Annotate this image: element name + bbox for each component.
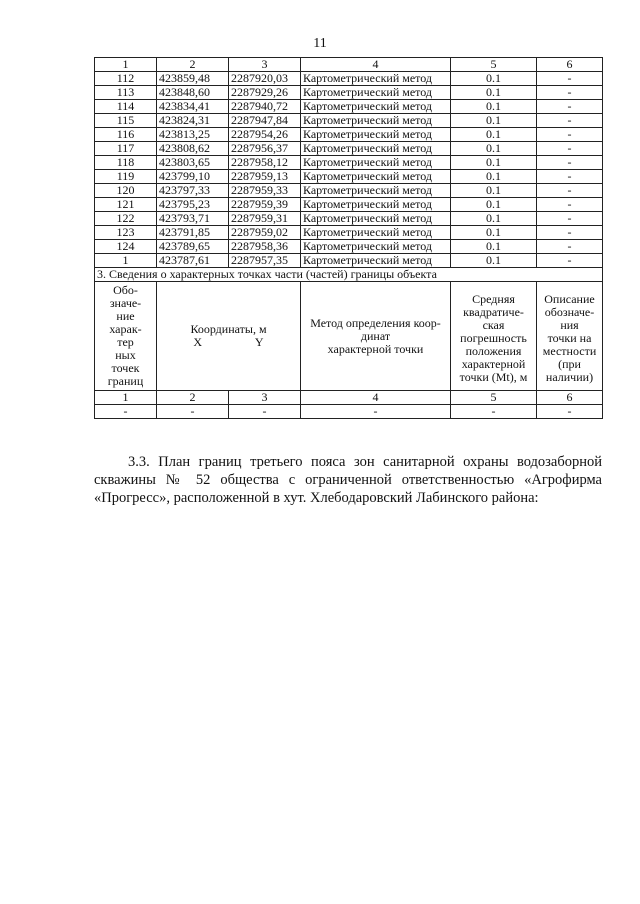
- col-number: 6: [537, 391, 603, 405]
- cell-y: 2287956,37: [229, 142, 301, 156]
- section-3-header-row: [95, 282, 603, 391]
- cell-method: Картометрический метод: [301, 226, 451, 240]
- col-header: 3: [229, 58, 301, 72]
- cell-desc: -: [537, 226, 603, 240]
- cell-desc: -: [537, 184, 603, 198]
- section-3-3-paragraph: [94, 453, 602, 507]
- empty-cell: -: [95, 405, 157, 419]
- cell-y: 2287920,03: [229, 72, 301, 86]
- cell-mt: 0.1: [451, 72, 537, 86]
- cell-method: Картометрический метод: [301, 72, 451, 86]
- col-number: 2: [157, 391, 229, 405]
- cell-desc: -: [537, 142, 603, 156]
- section-3-3-text: 3.3. План границ третьего пояса зон санитарной охраны водозаборной скважины № 52 общества с ограниченной ответственностью «Агрофирма «Прогресс», расположенной в хут. Хлебодаровский Лабинского района:: [94, 454, 602, 506]
- table-row: [95, 128, 603, 142]
- header-designation: [95, 282, 157, 391]
- section-3-title: 3. Сведения о характерных точках части (частей) границы объекта: [95, 268, 603, 282]
- col-header: 6: [537, 58, 603, 72]
- col-number: 1: [95, 391, 157, 405]
- cell-y: 2287947,84: [229, 114, 301, 128]
- table-row: [95, 254, 603, 268]
- cell-n: 123: [95, 226, 157, 240]
- empty-cell: -: [157, 405, 229, 419]
- table-row: [95, 114, 603, 128]
- section-3-colnum-row: [95, 391, 603, 405]
- table-row: [95, 72, 603, 86]
- cell-x: 423808,62: [157, 142, 229, 156]
- table-row: [95, 142, 603, 156]
- header-description-text: Описание обозначе- ния точки на местности (при наличии): [542, 291, 597, 384]
- cell-y: 2287959,02: [229, 226, 301, 240]
- cell-y: 2287958,36: [229, 240, 301, 254]
- cell-desc: -: [537, 156, 603, 170]
- cell-desc: -: [537, 254, 603, 268]
- cell-mt: 0.1: [451, 240, 537, 254]
- cell-y: 2287959,39: [229, 198, 301, 212]
- cell-x: 423824,31: [157, 114, 229, 128]
- cell-mt: 0.1: [451, 86, 537, 100]
- cell-n: 112: [95, 72, 157, 86]
- cell-method: Картометрический метод: [301, 114, 451, 128]
- cell-method: Картометрический метод: [301, 240, 451, 254]
- cell-x: 423813,25: [157, 128, 229, 142]
- cell-mt: 0.1: [451, 100, 537, 114]
- cell-y: 2287959,13: [229, 170, 301, 184]
- header-y: Y: [254, 335, 264, 349]
- header-method-text: Метод определения коор- динат характерной точки: [310, 315, 441, 356]
- header-coordinates: [157, 282, 301, 391]
- cell-mt: 0.1: [451, 128, 537, 142]
- cell-method: Картометрический метод: [301, 212, 451, 226]
- cell-x: 423848,60: [157, 86, 229, 100]
- cell-mt: 0.1: [451, 170, 537, 184]
- col-header: 2: [157, 58, 229, 72]
- cell-mt: 0.1: [451, 156, 537, 170]
- cell-method: Картометрический метод: [301, 100, 451, 114]
- cell-x: 423787,61: [157, 254, 229, 268]
- cell-n: 120: [95, 184, 157, 198]
- cell-desc: -: [537, 100, 603, 114]
- table-row: [95, 156, 603, 170]
- cell-x: 423789,65: [157, 240, 229, 254]
- table-row: [95, 212, 603, 226]
- cell-n: 117: [95, 142, 157, 156]
- cell-n: 124: [95, 240, 157, 254]
- cell-mt: 0.1: [451, 212, 537, 226]
- cell-mt: 0.1: [451, 198, 537, 212]
- cell-x: 423859,48: [157, 72, 229, 86]
- table-row: [95, 170, 603, 184]
- section-3-title-row: [95, 268, 603, 282]
- cell-n: 116: [95, 128, 157, 142]
- cell-method: Картометрический метод: [301, 156, 451, 170]
- header-mt-text: Средняя квадратиче- ская погрешность положения характерной точки (Mt), м: [459, 291, 528, 384]
- cell-x: 423791,85: [157, 226, 229, 240]
- cell-mt: 0.1: [451, 254, 537, 268]
- header-description: [537, 282, 603, 391]
- cell-mt: 0.1: [451, 226, 537, 240]
- cell-y: 2287940,72: [229, 100, 301, 114]
- cell-desc: -: [537, 170, 603, 184]
- cell-desc: -: [537, 72, 603, 86]
- cell-x: 423793,71: [157, 212, 229, 226]
- cell-method: Картометрический метод: [301, 198, 451, 212]
- cell-desc: -: [537, 240, 603, 254]
- page-number: 11: [313, 36, 327, 51]
- cell-desc: -: [537, 86, 603, 100]
- empty-cell: -: [451, 405, 537, 419]
- cell-x: 423803,65: [157, 156, 229, 170]
- header-method: [301, 282, 451, 391]
- cell-x: 423834,41: [157, 100, 229, 114]
- cell-mt: 0.1: [451, 142, 537, 156]
- cell-n: 114: [95, 100, 157, 114]
- cell-desc: -: [537, 212, 603, 226]
- cell-n: 121: [95, 198, 157, 212]
- empty-cell: -: [537, 405, 603, 419]
- cell-y: 2287959,33: [229, 184, 301, 198]
- empty-cell: -: [301, 405, 451, 419]
- cell-n: 119: [95, 170, 157, 184]
- cell-mt: 0.1: [451, 114, 537, 128]
- cell-y: 2287954,26: [229, 128, 301, 142]
- cell-x: 423797,33: [157, 184, 229, 198]
- cell-y: 2287957,35: [229, 254, 301, 268]
- col-number: 3: [229, 391, 301, 405]
- cell-y: 2287958,12: [229, 156, 301, 170]
- cell-desc: -: [537, 128, 603, 142]
- table-row: [95, 86, 603, 100]
- table-row: [95, 184, 603, 198]
- cell-n: 122: [95, 212, 157, 226]
- cell-method: Картометрический метод: [301, 170, 451, 184]
- cell-mt: 0.1: [451, 184, 537, 198]
- cell-n: 115: [95, 114, 157, 128]
- col-header: 1: [95, 58, 157, 72]
- table-header-row: [95, 58, 603, 72]
- col-header: 5: [451, 58, 537, 72]
- table-row: [95, 240, 603, 254]
- table-row: [95, 100, 603, 114]
- cell-method: Картометрический метод: [301, 86, 451, 100]
- cell-method: Картометрический метод: [301, 128, 451, 142]
- header-designation-text: Обо- значе- ние харак- тер ных точек границ: [107, 283, 144, 388]
- coordinates-table: [94, 57, 603, 419]
- cell-method: Картометрический метод: [301, 142, 451, 156]
- cell-n: 118: [95, 156, 157, 170]
- header-mt: [451, 282, 537, 391]
- col-number: 4: [301, 391, 451, 405]
- table-row: [95, 226, 603, 240]
- empty-cell: -: [229, 405, 301, 419]
- cell-y: 2287929,26: [229, 86, 301, 100]
- cell-y: 2287959,31: [229, 212, 301, 226]
- section-3-empty-row: [95, 405, 603, 419]
- cell-n: 1: [95, 254, 157, 268]
- cell-x: 423795,23: [157, 198, 229, 212]
- cell-desc: -: [537, 114, 603, 128]
- table-row: [95, 198, 603, 212]
- cell-x: 423799,10: [157, 170, 229, 184]
- cell-desc: -: [537, 198, 603, 212]
- col-header: 4: [301, 58, 451, 72]
- cell-n: 113: [95, 86, 157, 100]
- col-number: 5: [451, 391, 537, 405]
- header-x: X: [193, 335, 203, 349]
- cell-method: Картометрический метод: [301, 254, 451, 268]
- cell-method: Картометрический метод: [301, 184, 451, 198]
- header-coordinates-label: Координаты, м: [190, 322, 267, 336]
